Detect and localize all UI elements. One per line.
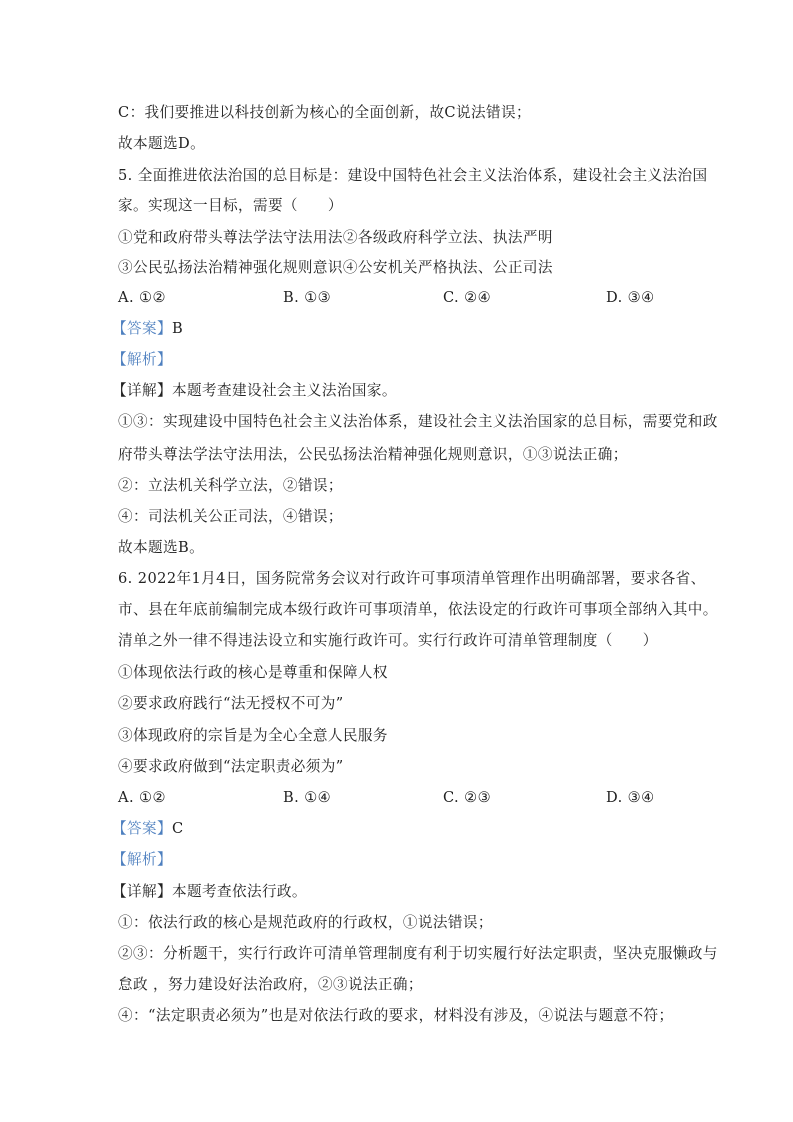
question-6-stem: 6. 2022年1月4日，国务院常务会议对行政许可事项清单管理作出明确部署，要求各省、 bbox=[118, 570, 706, 587]
option-c: C. ②③ bbox=[443, 789, 492, 806]
detail-line: 【详解】本题考查依法行政。 bbox=[112, 883, 307, 900]
detail-line: ④：司法机关公正司法，④错误； bbox=[118, 508, 343, 525]
detail-line: 府带头尊法学法守法用法，公民弘扬法治精神强化规则意识，①③说法正确； bbox=[118, 446, 628, 463]
option-a: A. ①② bbox=[118, 289, 166, 306]
detail-line: 故本题选B。 bbox=[118, 539, 205, 556]
detail-line: ④：“法定职责必须为”也是对依法行政的要求，材料没有涉及，④说法与题意不符； bbox=[118, 1007, 674, 1024]
option-c: C. ②④ bbox=[443, 289, 492, 306]
text-line: C：我们要推进以科技创新为核心的全面创新，故C说法错误； bbox=[118, 104, 531, 121]
option-a: A. ①② bbox=[118, 789, 166, 806]
question-5-stem: 家。实现这一目标，需要（ ） bbox=[118, 197, 343, 214]
answer-value: C bbox=[171, 820, 184, 837]
question-6-statement: ③体现政府的宗旨是为全心全意人民服务 bbox=[118, 727, 388, 744]
answer-line bbox=[112, 319, 183, 339]
answer-label: 【答案】 bbox=[112, 820, 172, 837]
option-d: D. ③④ bbox=[606, 789, 655, 806]
question-6-statement: ②要求政府践行“法无授权不可为” bbox=[118, 695, 344, 712]
detail-line: ②③：分析题干，实行行政许可清单管理制度有利于切实履行好法定职责，坚决克服懒政与 bbox=[118, 945, 718, 962]
question-6-stem: 清单之外一律不得违法设立和实施行政许可。实行行政许可清单管理制度（ ） bbox=[118, 632, 658, 649]
question-6-statement: ④要求政府做到“法定职责必须为” bbox=[118, 758, 344, 775]
text-line: 故本题选D。 bbox=[118, 135, 206, 152]
question-6-statement: ①体现依法行政的核心是尊重和保障人权 bbox=[118, 664, 388, 681]
detail-line: ②：立法机关科学立法，②错误； bbox=[118, 477, 343, 494]
answer-label: 【答案】 bbox=[112, 320, 172, 337]
option-d: D. ③④ bbox=[606, 289, 655, 306]
option-b: B. ①④ bbox=[283, 789, 332, 806]
analysis-label: 【解析】 bbox=[112, 351, 172, 368]
question-5-statement: ①党和政府带头尊法学法守法用法②各级政府科学立法、执法严明 bbox=[118, 229, 553, 246]
option-b: B. ①③ bbox=[283, 289, 332, 306]
question-5-stem: 5. 全面推进依法治国的总目标是：建设中国特色社会主义法治体系，建设社会主义法治国 bbox=[118, 167, 708, 184]
detail-line: ①：依法行政的核心是规范政府的行政权，①说法错误； bbox=[118, 914, 493, 931]
answer-value: B bbox=[171, 320, 184, 337]
analysis-label: 【解析】 bbox=[112, 851, 172, 868]
answer-line bbox=[112, 819, 184, 839]
detail-line: ①③：实现建设中国特色社会主义法治体系，建设社会主义法治国家的总目标，需要党和政 bbox=[118, 413, 718, 430]
question-6-stem: 市、县在年底前编制完成本级行政许可事项清单，依法设定的行政许可事项全部纳入其中。 bbox=[118, 601, 718, 618]
question-5-statement: ③公民弘扬法治精神强化规则意识④公安机关严格执法、公正司法 bbox=[118, 259, 553, 276]
detail-line: 【详解】本题考查建设社会主义法治国家。 bbox=[112, 382, 397, 399]
detail-line: 怠政 ，努力建设好法治政府，②③说法正确； bbox=[118, 976, 423, 993]
